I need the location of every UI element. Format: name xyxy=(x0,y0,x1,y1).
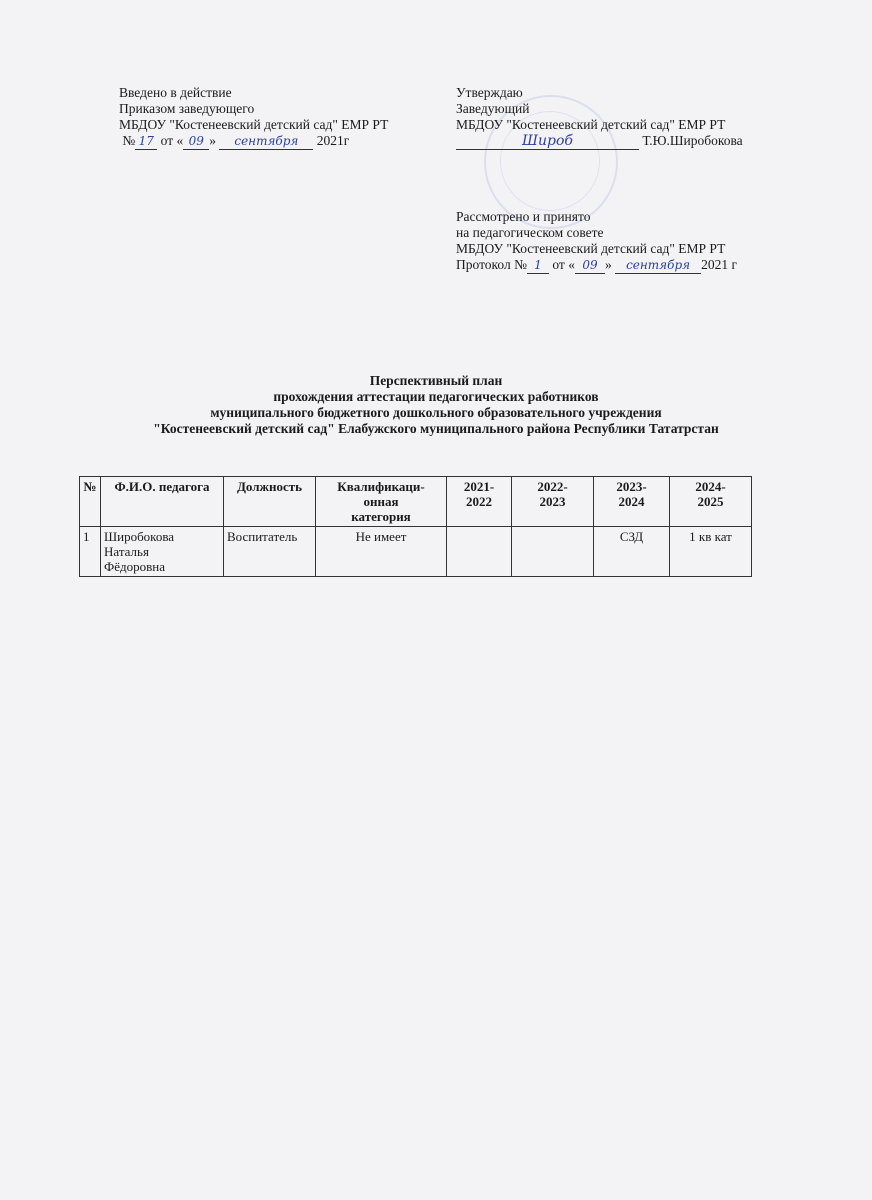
protocol-close-quote: » xyxy=(604,257,612,272)
approval-signature-line xyxy=(456,133,743,150)
cell-name: Широбокова Наталья Фёдоровна xyxy=(101,527,224,577)
cell-no: 1 xyxy=(80,527,101,577)
signature: Широб xyxy=(522,133,573,149)
review-line-2: на педагогическом совете xyxy=(456,225,604,240)
header-no: № xyxy=(80,477,101,527)
cell-2024-2025: 1 кв кат xyxy=(670,527,752,577)
review-block xyxy=(456,209,737,274)
cell-position: Воспитатель xyxy=(224,527,316,577)
review-line-3: МБДОУ "Костенеевский детский сад" ЕМР РТ xyxy=(456,241,726,256)
protocol-year: 2021 г xyxy=(701,257,738,272)
order-from-label: от « xyxy=(160,133,184,148)
protocol-day: 09 xyxy=(582,258,598,272)
approval-line-3: МБДОУ "Костенеевский детский сад" ЕМР РТ xyxy=(456,117,726,132)
order-month: сентября xyxy=(234,134,299,148)
order-year: 2021г xyxy=(316,133,350,148)
title-line-4: "Костенеевский детский сад" Елабужского муниципального района Республики Тататрстан xyxy=(153,421,719,436)
enactment-block xyxy=(119,85,388,150)
header-category: Квалификаци- онная категория xyxy=(316,477,447,527)
document-title xyxy=(0,373,872,437)
title-line-3: муниципального бюджетного дошкольного образовательного учреждения xyxy=(210,405,662,420)
order-no-label: № xyxy=(122,133,136,148)
order-line xyxy=(119,133,388,150)
table-row xyxy=(80,527,752,577)
cell-2022-2023 xyxy=(512,527,594,577)
header-name: Ф.И.О. педагога xyxy=(101,477,224,527)
protocol-from-label: от « xyxy=(552,257,575,272)
approval-block xyxy=(456,85,743,150)
table-header-row xyxy=(80,477,752,527)
review-line-1: Рассмотрено и принято xyxy=(456,209,591,224)
order-no-value: 17 xyxy=(138,134,154,148)
order-close-quote: » xyxy=(209,133,216,148)
enactment-line-3: МБДОУ "Костенеевский детский сад" ЕМР РТ xyxy=(119,117,389,132)
approval-line-2: Заведующий xyxy=(456,101,530,116)
enactment-line-2: Приказом заведующего xyxy=(119,101,255,116)
header-2023-2024: 2023- 2024 xyxy=(594,477,670,527)
title-line-1: Перспективный план xyxy=(369,373,503,388)
protocol-no: 1 xyxy=(534,258,542,272)
cell-2021-2022 xyxy=(447,527,512,577)
protocol-label: Протокол № xyxy=(456,257,527,272)
cell-2023-2024: СЗД xyxy=(594,527,670,577)
header-2022-2023: 2022- 2023 xyxy=(512,477,594,527)
header-2021-2022: 2021- 2022 xyxy=(447,477,512,527)
cell-category: Не имеет xyxy=(316,527,447,577)
protocol-month: сентября xyxy=(626,258,691,272)
approval-line-1: Утверждаю xyxy=(456,85,523,100)
header-2024-2025: 2024- 2025 xyxy=(670,477,752,527)
order-day: 09 xyxy=(188,134,204,148)
enactment-line-1: Введено в действие xyxy=(119,85,232,100)
title-line-2: прохождения аттестации педагогических работников xyxy=(273,389,599,404)
attestation-plan-table xyxy=(79,476,752,577)
protocol-line xyxy=(456,257,737,274)
header-position: Должность xyxy=(224,477,316,527)
director-name: Т.Ю.Широбокова xyxy=(642,133,743,148)
